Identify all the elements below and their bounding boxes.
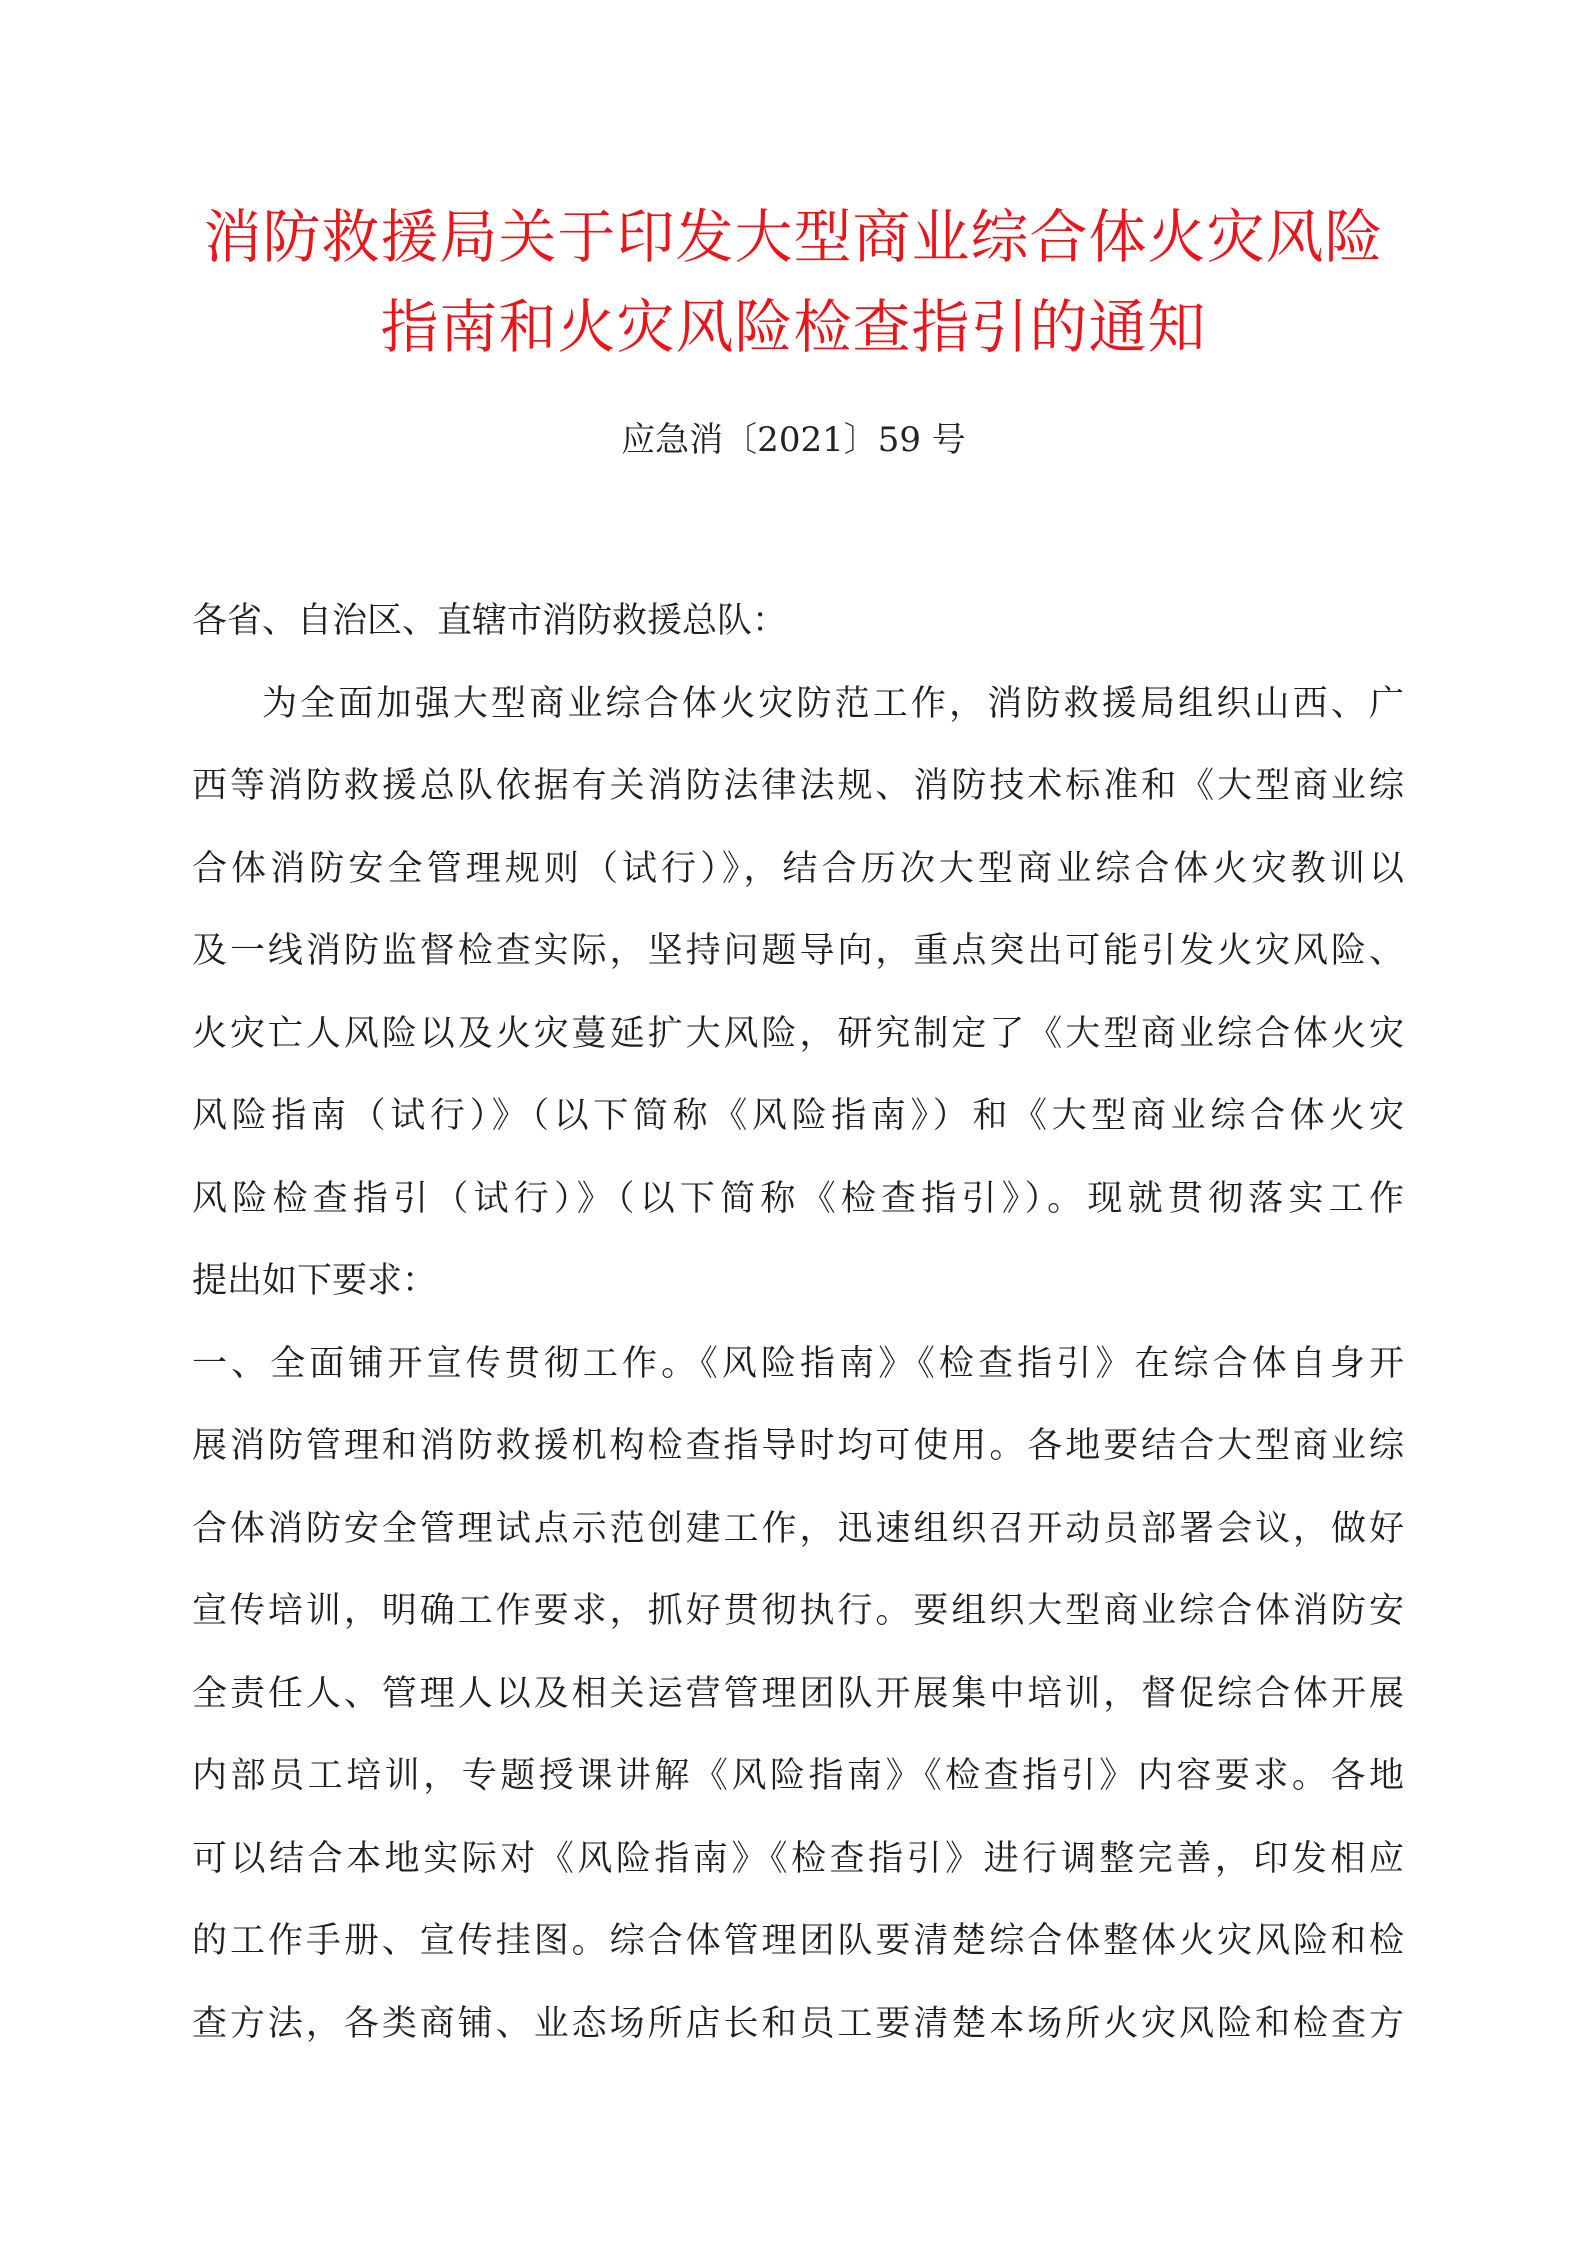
body-line: 内部员工培训，专题授课讲解《风险指南》《检查指引》内容要求。各地 <box>192 1756 1404 1796</box>
body-line: 一、全面铺开宣传贯彻工作。《风险指南》《检查指引》在综合体自身开 <box>192 1343 1404 1384</box>
body-line: 为全面加强大型商业综合体火灾防范工作，消防救援局组织山西、广 <box>262 683 1404 724</box>
document-body <box>192 580 1404 2065</box>
document-title <box>150 192 1437 372</box>
body-line: 合体消防安全管理试点示范创建工作，迅速组织召开动员部署会议，做好 <box>192 1508 1404 1549</box>
body-line: 提出如下要求： <box>192 1261 438 1301</box>
body-line: 各省、自治区、直辖市消防救援总队： <box>192 601 788 641</box>
body-line: 火灾亡人风险以及火灾蔓延扩大风险，研究制定了《大型商业综合体火灾 <box>192 1013 1404 1054</box>
body-line: 西等消防救援总队依据有关消防法律法规、消防技术标准和《大型商业综 <box>192 766 1404 806</box>
body-line: 展消防管理和消防救援机构检查指导时均可使用。各地要结合大型商业综 <box>192 1426 1404 1466</box>
body-line: 全责任人、管理人以及相关运营管理团队开展集中培训，督促综合体开展 <box>192 1673 1404 1714</box>
body-line: 合体消防安全管理规则（试行）》，结合历次大型商业综合体火灾教训以 <box>192 848 1404 889</box>
body-line: 风险检查指引（试行）》（以下简称《检查指引》）。现就贯彻落实工作 <box>192 1178 1404 1219</box>
body-line: 的工作手册、宣传挂图。综合体管理团队要清楚综合体整体火灾风险和检 <box>192 1921 1404 1961</box>
body-line: 风险指南（试行）》（以下简称《风险指南》）和《大型商业综合体火灾 <box>192 1096 1404 1136</box>
document-number: 应急消〔2021〕59 号 <box>621 420 966 460</box>
title-line: 指南和火灾风险检查指引的通知 <box>380 293 1207 361</box>
title-line: 消防救援局关于印发大型商业综合体火灾风险 <box>203 203 1384 271</box>
body-line: 可以结合本地实际对《风险指南》《检查指引》进行调整完善，印发相应 <box>192 1838 1404 1879</box>
body-line: 及一线消防监督检查实际，坚持问题导向，重点突出可能引发火灾风险、 <box>192 931 1404 971</box>
body-line: 查方法，各类商铺、业态场所店长和员工要清楚本场所火灾风险和检查方 <box>192 2003 1404 2044</box>
body-line: 宣传培训，明确工作要求，抓好贯彻执行。要组织大型商业综合体消防安 <box>192 1591 1404 1631</box>
